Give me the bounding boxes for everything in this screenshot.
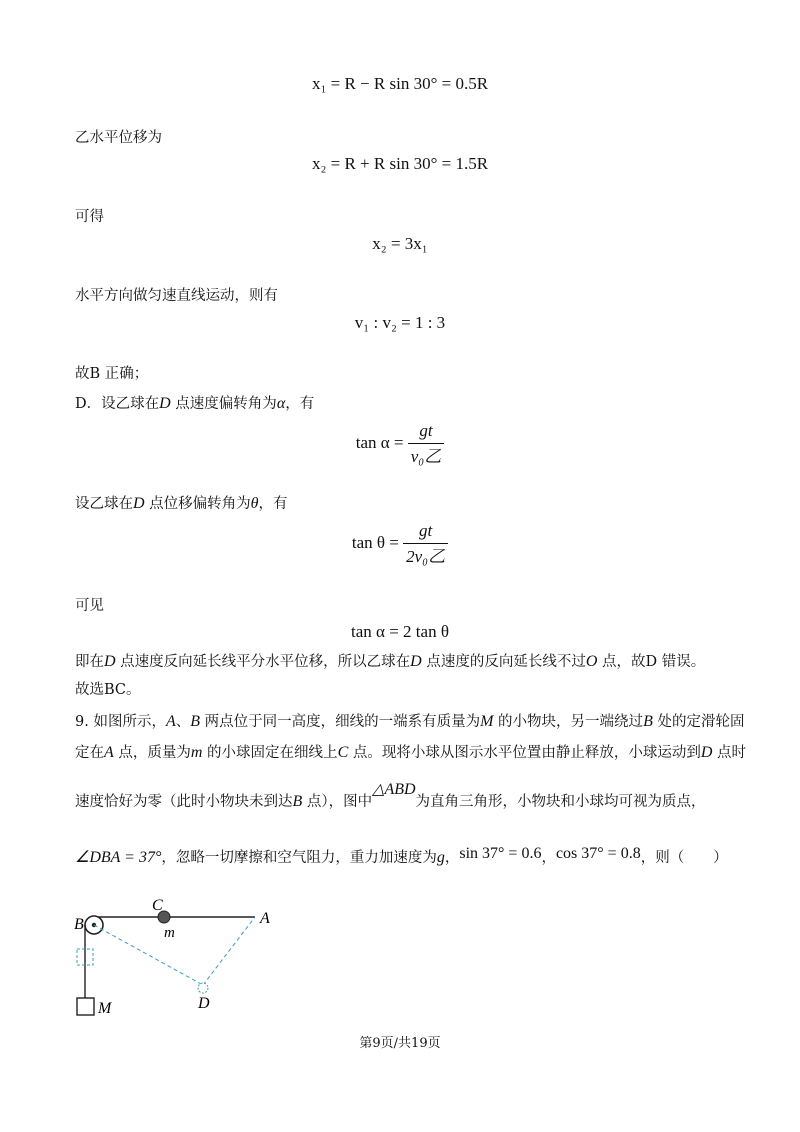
- text-kejian: 可见: [75, 598, 104, 614]
- dashed-line-da: [203, 917, 255, 985]
- fraction-tan-theta: $\frac{gt}{\text{2v₀乙}}$: [403, 520, 448, 568]
- question-9-line-3: 速度恰好为零（此时小物块未到达B 点），图中△ABD为直角三角形，小物块和小球均可视为质点，: [75, 781, 706, 810]
- question-9-line-1: 9. 如图所示，A、B 两点位于同一高度，细线的一端系有质量为M 的小物块，另一端绕过B 处的定滑轮固: [75, 713, 745, 730]
- fraction-tan-alpha: $\frac{gt}{\text{v₀乙}}$: [408, 420, 444, 468]
- label-d: D: [198, 995, 210, 1012]
- equation-ratio: x₂ = 3x₁: [372, 234, 428, 253]
- ball-at-d: [198, 983, 208, 993]
- cos-37: cos 37° = 0.8: [555, 845, 641, 862]
- label-c: C: [152, 897, 163, 914]
- text-conclusion: 即在D 点速度反向延长线平分水平位移，所以乙球在D 点速度的反向延长线不过O 点，故D 错误。: [75, 653, 706, 670]
- angle-dba: ∠DBA = 37°: [75, 849, 162, 866]
- label-big-m: M: [98, 1000, 112, 1017]
- label-m: m: [164, 925, 175, 941]
- question-9-line-4: ∠DBA = 37°，忽略一切摩擦和空气阻力，重力加速度为g，sin 37° = 0.6，cos 37° = 0.8，则（ ）: [75, 845, 728, 866]
- label-a: A: [260, 910, 270, 927]
- pulley-diagram: [70, 895, 300, 1025]
- equation-tan-relation: tan α = 2 tan θ: [351, 622, 449, 641]
- equation-tan-theta: tan θ = $\frac{gt}{\text{2v₀乙}}$: [0, 520, 800, 568]
- text-b-correct: 故B 正确；: [75, 366, 149, 382]
- equation-tan-alpha: tan α = $\frac{gt}{\text{v₀乙}}$: [0, 420, 800, 468]
- equation-x1: x₁ = R − R sin 30° = 0.5R: [311, 74, 489, 93]
- text-option-d: D．设乙球在D 点速度偏转角为α，有: [75, 395, 315, 412]
- block-m: [77, 998, 94, 1015]
- dashed-line-bd: [94, 925, 203, 985]
- text-horizontal-motion: 水平方向做匀速直线运动，则有: [75, 288, 278, 304]
- equation-velocity-ratio: v₁ : v₂ = 1 : 3: [354, 313, 446, 332]
- equation-x2: x₂ = R + R sin 30° = 1.5R: [311, 154, 489, 173]
- text-answer: 故选BC。: [75, 682, 141, 698]
- label-b: B: [74, 916, 84, 933]
- text-kede: 可得: [75, 209, 104, 225]
- page-footer: 第9页/共19页: [359, 1036, 441, 1051]
- text-displacement-angle: 设乙球在D 点位移偏转角为θ，有: [75, 495, 288, 512]
- text-yi-displacement: 乙水平位移为: [75, 130, 162, 146]
- question-9-line-2: 定在A 点，质量为m 的小球固定在细线上C 点。现将小球从图示水平位置由静止释放，小球运动到D 点时: [75, 744, 747, 761]
- triangle-abd: △ABD: [372, 781, 416, 798]
- sin-37: sin 37° = 0.6: [459, 845, 542, 862]
